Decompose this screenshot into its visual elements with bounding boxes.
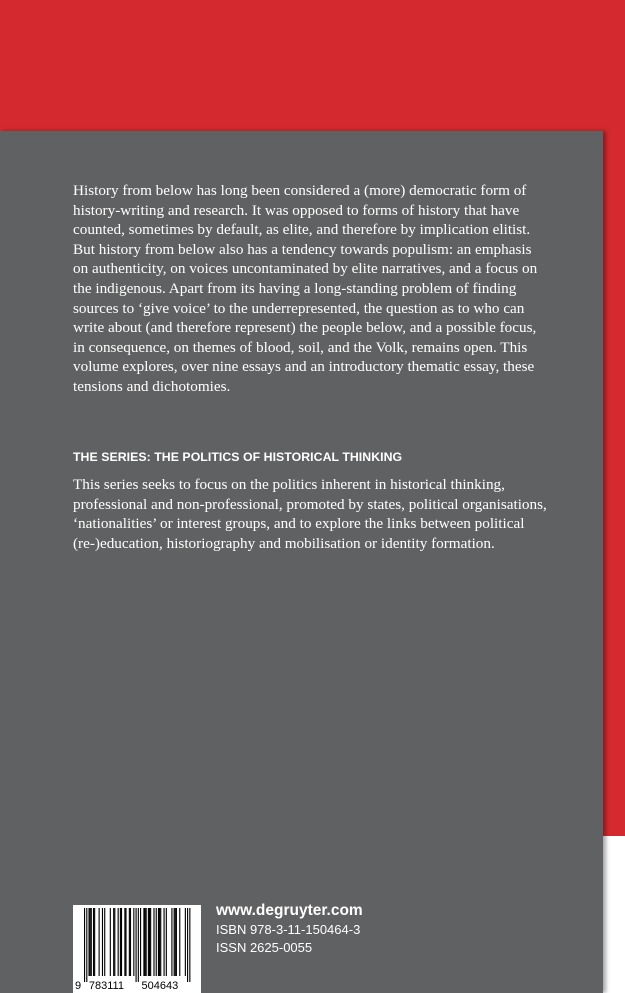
- barcode: [73, 905, 201, 993]
- book-description: History from below has long been considered a (more) democratic form of history-writing and research. It was opposed to forms of history that have counted, sometimes by default, as elite, and therefore by implication elitist. But history from below also has a tendency towards populism: an emphasis on authenticity, on voices uncontaminated by elite narratives, and a focus on the indigenous. Apart from its having a long-standing problem of finding sources to ‘give voice’ to the underrepresented, the question as to who can write about (and therefore represent) the people below, and a possible focus, in consequence, on themes of blood, soil, and the Volk, remains open. This volume explores, over nine essays and an introductory thematic essay, these tensions and dichotomies.: [73, 182, 538, 395]
- barcode-bar: [136, 908, 137, 982]
- barcode-bar: [91, 908, 92, 976]
- barcode-bar: [148, 908, 149, 976]
- barcode-bar: [166, 908, 167, 976]
- barcode-bar: [114, 908, 115, 976]
- barcode-bar: [120, 908, 121, 976]
- barcode-bar: [118, 908, 119, 976]
- barcode-bar: [86, 908, 87, 982]
- barcode-bar: [189, 908, 190, 982]
- barcode-bar: [146, 908, 147, 976]
- barcode-bar: [125, 908, 126, 976]
- barcode-bar: [158, 908, 159, 976]
- barcode-bar: [176, 908, 177, 976]
- isbn: ISBN 978-3-11-150464-3: [216, 922, 361, 937]
- barcode-bar: [143, 908, 144, 976]
- barcode-bar: [140, 908, 141, 976]
- barcode-bar: [94, 908, 95, 976]
- barcode-bar: [164, 908, 165, 976]
- barcode-digits: 783111: [88, 980, 124, 992]
- barcode-digits: 9: [75, 980, 82, 992]
- series-heading: THE SERIES: THE POLITICS OF HISTORICAL THINKING: [73, 450, 403, 464]
- issn: ISSN 2625-0055: [216, 940, 313, 955]
- barcode-bar: [121, 908, 122, 976]
- barcode-bar: [144, 908, 145, 976]
- barcode-bar: [93, 908, 94, 976]
- barcode-bar: [153, 908, 154, 976]
- barcode-bar: [149, 908, 150, 976]
- barcode-bar: [102, 908, 103, 976]
- barcode-bar: [187, 908, 188, 982]
- publisher-url: www.degruyter.com: [216, 902, 363, 919]
- barcode-bar: [179, 908, 180, 976]
- barcode-bar: [104, 908, 105, 976]
- barcode-bar: [84, 908, 85, 982]
- barcode-bar: [133, 908, 134, 976]
- white-corner: [603, 836, 625, 993]
- barcode-digits: 504643: [141, 980, 179, 992]
- barcode-bar: [171, 908, 172, 976]
- series-description: This series seeks to focus on the politics inherent in historical thinking, professional and non-professional, promoted by states, political organisations, ‘nationalities’ or interest groups, and to explore the links between political (re-)education, historiography and mobilisation or identity formation.: [73, 476, 547, 552]
- barcode-bar: [156, 908, 157, 976]
- barcode-bar: [110, 908, 111, 976]
- barcode-bar: [99, 908, 100, 976]
- barcode-bar: [130, 908, 131, 976]
- barcode-icon: [73, 905, 201, 993]
- barcode-bar: [124, 908, 125, 976]
- barcode-bar: [160, 908, 161, 976]
- barcode-bar: [138, 908, 139, 982]
- barcode-bar: [90, 908, 91, 976]
- barcode-bar: [88, 908, 89, 976]
- barcode-bar: [129, 908, 130, 976]
- barcode-bar: [150, 908, 151, 976]
- barcode-bar: [185, 908, 186, 976]
- barcode-bar: [113, 908, 114, 976]
- barcode-bar: [175, 908, 176, 976]
- barcode-bar: [159, 908, 160, 976]
- barcode-bar: [174, 908, 175, 976]
